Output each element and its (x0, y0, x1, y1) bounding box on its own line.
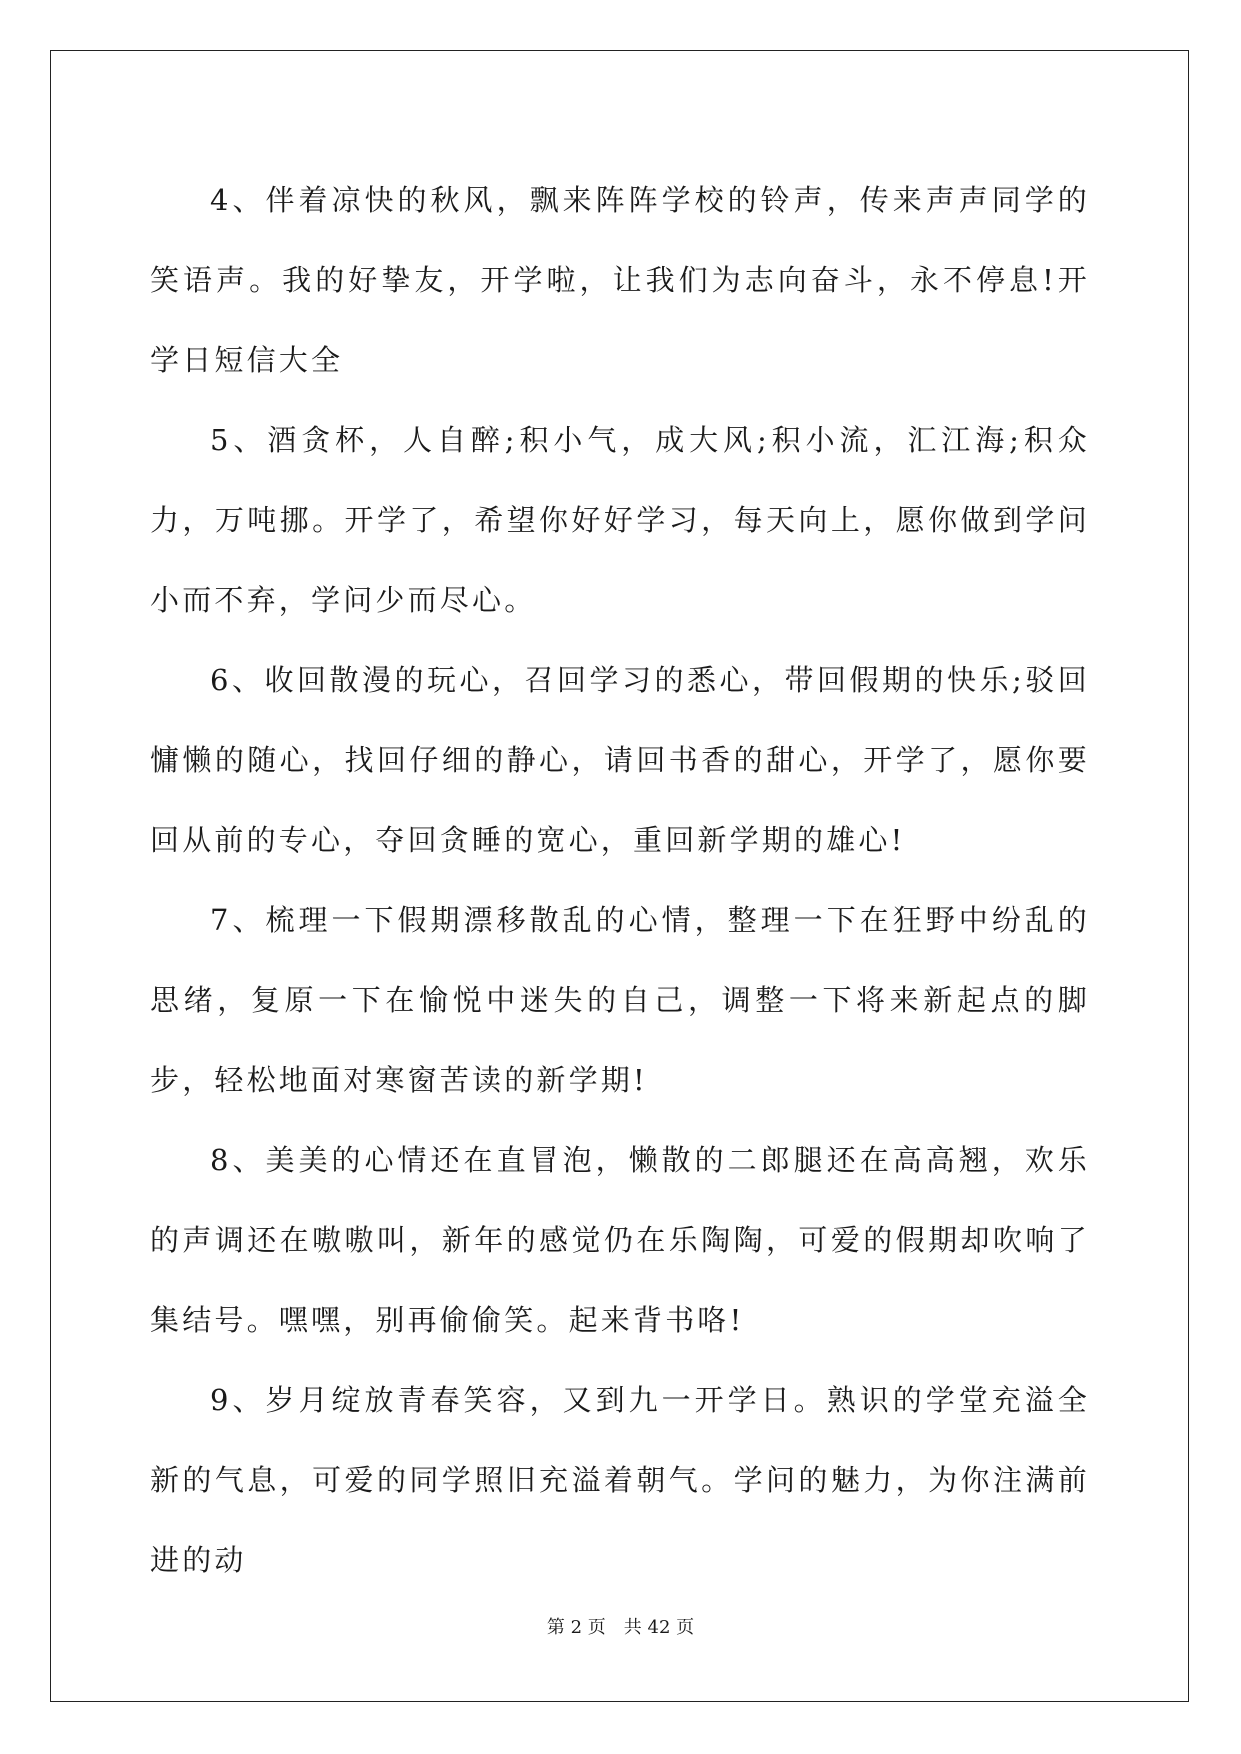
paragraph-7: 7、梳理一下假期漂移散乱的心情，整理一下在狂野中纷乱的思绪，复原一下在愉悦中迷失的自己，调整一下将来新起点的脚步，轻松地面对寒窗苦读的新学期! (150, 903, 1090, 1097)
page-number-footer: 第 2 页 共 42 页 (546, 1617, 695, 1638)
paragraph-4: 4、伴着凉快的秋风，飘来阵阵学校的铃声，传来声声同学的笑语声。我的好挚友，开学啦，让我们为志向奋斗，永不停息!开学日短信大全 (150, 183, 1090, 377)
paragraph-5: 5、酒贪杯，人自醉;积小气，成大风;积小流，汇江海;积众力，万吨挪。开学了，希望你好好学习，每天向上，愿你做到学问小而不弃，学问少而尽心。 (150, 423, 1090, 617)
paragraph-8: 8、美美的心情还在直冒泡，懒散的二郎腿还在高高翘，欢乐的声调还在嗷嗷叫，新年的感觉仍在乐陶陶，可爱的假期却吹响了集结号。嘿嘿，别再偷偷笑。起来背书咯! (150, 1143, 1090, 1337)
document-body (150, 160, 1090, 1600)
paragraph-9: 9、岁月绽放青春笑容，又到九一开学日。熟识的学堂充溢全新的气息，可爱的同学照旧充溢着朝气。学问的魅力，为你注满前进的动 (150, 1383, 1090, 1577)
paragraph-6: 6、收回散漫的玩心，召回学习的悉心，带回假期的快乐;驳回慵懒的随心，找回仔细的静心，请回书香的甜心，开学了，愿你要回从前的专心，夺回贪睡的宽心，重回新学期的雄心! (150, 663, 1090, 857)
